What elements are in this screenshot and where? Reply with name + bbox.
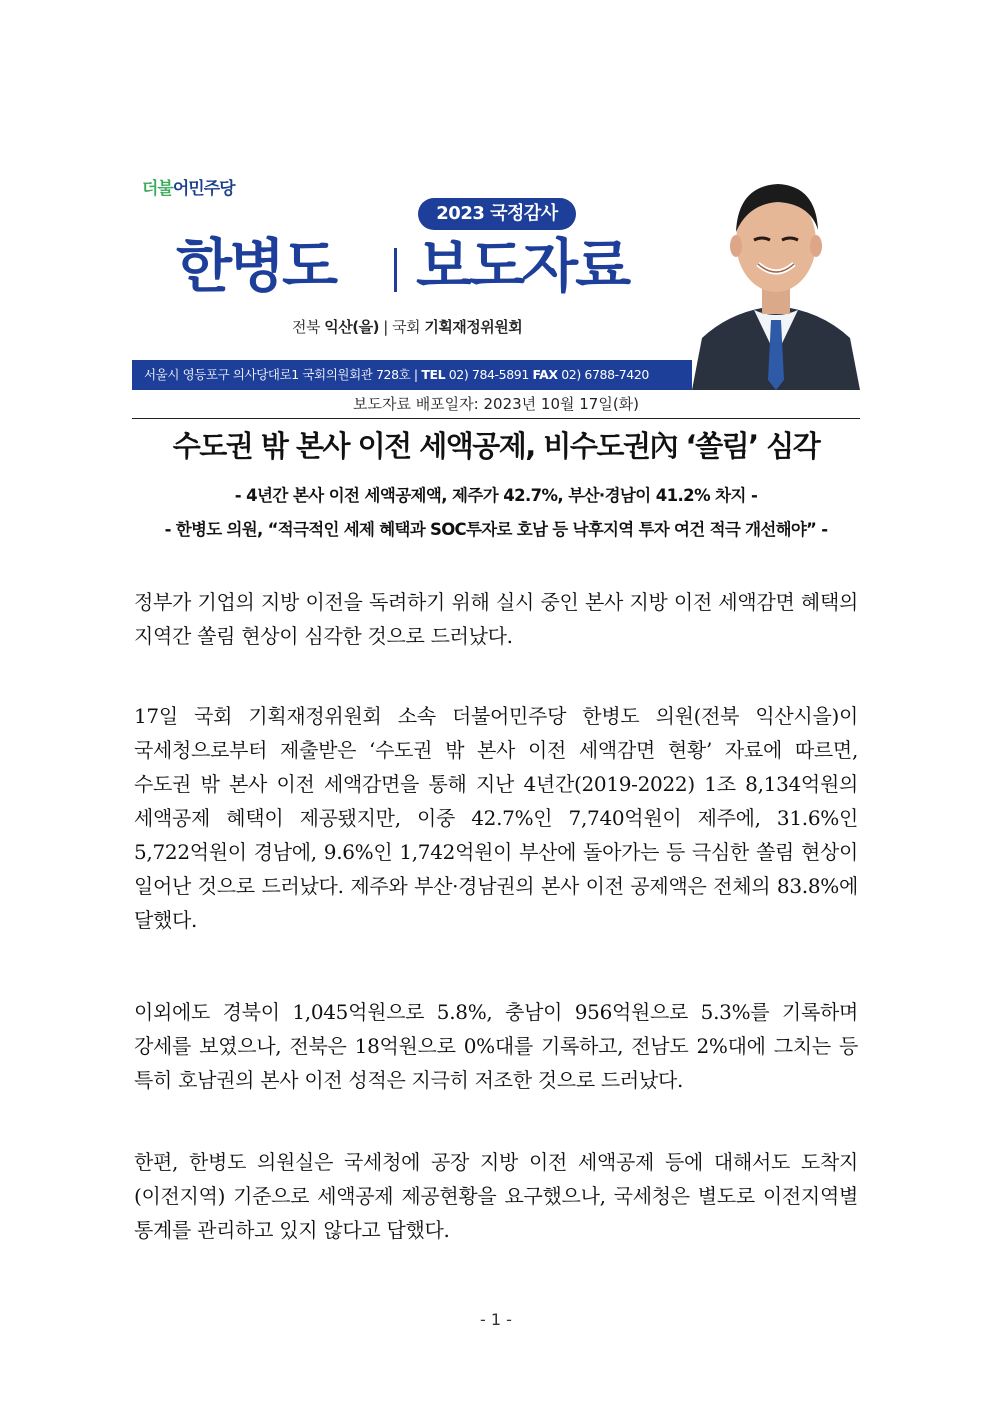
contact-bar: 서울시 영등포구 의사당대로1 국회의원회관 728호 | TEL 02) 784-5891 FAX 02) 6788-7420 xyxy=(132,360,706,390)
release-date: 보도자료 배포일자: 2023년 10월 17일(화) xyxy=(132,392,860,419)
subheadline-1: - 4년간 본사 이전 세액공제액, 제주가 42.7%, 부산·경남이 41.2% 차지 - xyxy=(234,486,758,505)
office-address: 서울시 영등포구 의사당대로1 국회의원회관 728호 xyxy=(144,367,411,382)
lawmaker-name: 한병도 xyxy=(176,232,336,300)
subheadline-2: - 한병도 의원, “적극적인 세제 혜택과 SOC투자로 호남 등 낙후지역 투자 여건 적극 개선해야” - xyxy=(164,520,828,539)
document-type-title: 보도자료 xyxy=(416,232,629,300)
party-logo: 더불어민주당 xyxy=(142,179,235,199)
press-release-banner xyxy=(132,160,860,390)
district-line: 전북 익산(을) | 국회 기획재정위원회 xyxy=(292,318,523,336)
headline: 수도권 밖 본사 이전 세액공제, 비수도권內 ‘쏠림’ 심각 xyxy=(172,429,820,463)
tel-number: 02) 784-5891 xyxy=(448,367,529,382)
title-divider xyxy=(394,248,397,292)
body-paragraph-1: 정부가 기업의 지방 이전을 독려하기 위해 실시 중인 본사 지방 이전 세액감면 혜택의 지역간 쏠림 현상이 심각한 것으로 드러났다. xyxy=(134,590,858,648)
audit-badge: 2023 국정감사 xyxy=(418,198,576,230)
lawmaker-portrait xyxy=(692,160,860,390)
fax-number: 02) 6788-7420 xyxy=(561,367,649,382)
page-number: - 1 - xyxy=(480,1310,512,1329)
body-paragraph-3: 이외에도 경북이 1,045억원으로 5.8%, 충남이 956억원으로 5.3%를 기록하며 강세를 보였으나, 전북은 18억원으로 0%대를 기록하고, 전남도 2%대에 그치는 등 특히 호남권의 본사 이전 성적은 지극히 저조한 것으로 드러났다. xyxy=(134,1000,858,1092)
body-paragraph-4: 한편, 한병도 의원실은 국세청에 공장 지방 이전 세액공제 등에 대해서도 도착지(이전지역) 기준으로 세액공제 제공현황을 요구했으나, 국세청은 별도로 이전지역별 통계를 관리하고 있지 않다고 답했다. xyxy=(134,1150,858,1242)
body-paragraph-2: 17일 국회 기획재정위원회 소속 더불어민주당 한병도 의원(전북 익산시을)이 국세청으로부터 제출받은 ‘수도권 밖 본사 이전 세액감면 현황’ 자료에 따르면, 수도권 밖 본사 이전 세액감면을 통해 지난 4년간(2019-2022) 1조 8,134억원의 세액공제 혜택이 제공됐지만, 이중 42.7%인 7,740억원이 제주에, 31.6%인 5,722억원이 경남에, 9.6%인 1,742억원이 부산에 돌아가는 등 극심한 쏠림 현상이 일어난 것으로 드러났다. 제주와 부산·경남권의 본사 이전 공제액은 전체의 83.8%에 달했다. xyxy=(134,704,858,932)
